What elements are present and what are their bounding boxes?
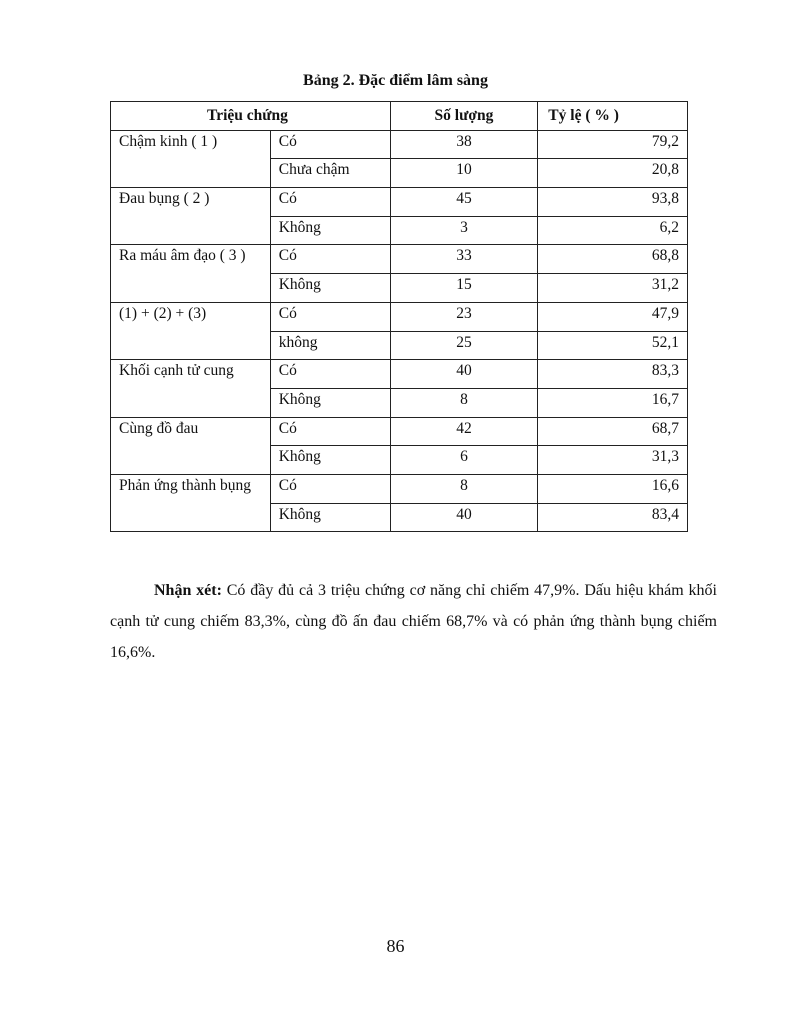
header-symptom: Triệu chứng [111,102,391,131]
symptom-name: Phản ứng thành bụng [111,474,271,531]
header-rate: Tỷ lệ ( % ) [538,102,688,131]
rate-cell: 20,8 [538,159,688,188]
rate-cell: 16,6 [538,474,688,503]
count-cell: 33 [390,245,538,274]
remark-text: Có đầy đủ cả 3 triệu chứng cơ năng chỉ chiếm 47,9%. Dấu hiệu khám khối cạnh tử cung chiếm 83,3%, cùng đồ ấn đau chiếm 68,7% và có phản ứng thành bụng chiếm 16,6%. [110,582,717,661]
table-row [111,130,688,159]
table-row [111,245,688,274]
count-cell: 8 [390,474,538,503]
option-cell: Chưa chậm [270,159,390,188]
rate-cell: 47,9 [538,302,688,331]
option-cell: Có [270,245,390,274]
count-cell: 42 [390,417,538,446]
symptom-name: Ra máu âm đạo ( 3 ) [111,245,271,302]
symptom-name: Chậm kinh ( 1 ) [111,130,271,187]
option-cell: Không [270,503,390,532]
option-cell: Có [270,360,390,389]
rate-cell: 83,4 [538,503,688,532]
rate-cell: 68,7 [538,417,688,446]
option-cell: Có [270,130,390,159]
table-row [111,188,688,217]
table-row [111,417,688,446]
count-cell: 3 [390,216,538,245]
rate-cell: 52,1 [538,331,688,360]
rate-cell: 68,8 [538,245,688,274]
count-cell: 10 [390,159,538,188]
option-cell: Không [270,216,390,245]
table-row [111,474,688,503]
rate-cell: 6,2 [538,216,688,245]
count-cell: 45 [390,188,538,217]
option-cell: Có [270,302,390,331]
option-cell: Không [270,388,390,417]
rate-cell: 31,3 [538,446,688,475]
rate-cell: 93,8 [538,188,688,217]
table-row [111,302,688,331]
count-cell: 40 [390,360,538,389]
symptom-name: (1) + (2) + (3) [111,302,271,359]
table-caption: Bảng 2. Đặc điểm lâm sàng [303,72,488,89]
count-cell: 38 [390,130,538,159]
option-cell: Có [270,188,390,217]
count-cell: 6 [390,446,538,475]
symptom-name: Cùng đồ đau [111,417,271,474]
count-cell: 40 [390,503,538,532]
rate-cell: 31,2 [538,274,688,303]
option-cell: không [270,331,390,360]
clinical-features-table [110,101,688,532]
header-count: Số lượng [390,102,538,131]
page-number: 86 [386,936,405,956]
rate-cell: 83,3 [538,360,688,389]
count-cell: 25 [390,331,538,360]
symptom-name: Đau bụng ( 2 ) [111,188,271,245]
option-cell: Có [270,474,390,503]
table-row [111,360,688,389]
remark-label: Nhận xét: [154,582,222,599]
symptom-name: Khối cạnh tử cung [111,360,271,417]
count-cell: 15 [390,274,538,303]
header-row [111,102,688,131]
count-cell: 23 [390,302,538,331]
remark-paragraph [110,575,717,668]
option-cell: Không [270,446,390,475]
option-cell: Không [270,274,390,303]
count-cell: 8 [390,388,538,417]
rate-cell: 16,7 [538,388,688,417]
rate-cell: 79,2 [538,130,688,159]
option-cell: Có [270,417,390,446]
